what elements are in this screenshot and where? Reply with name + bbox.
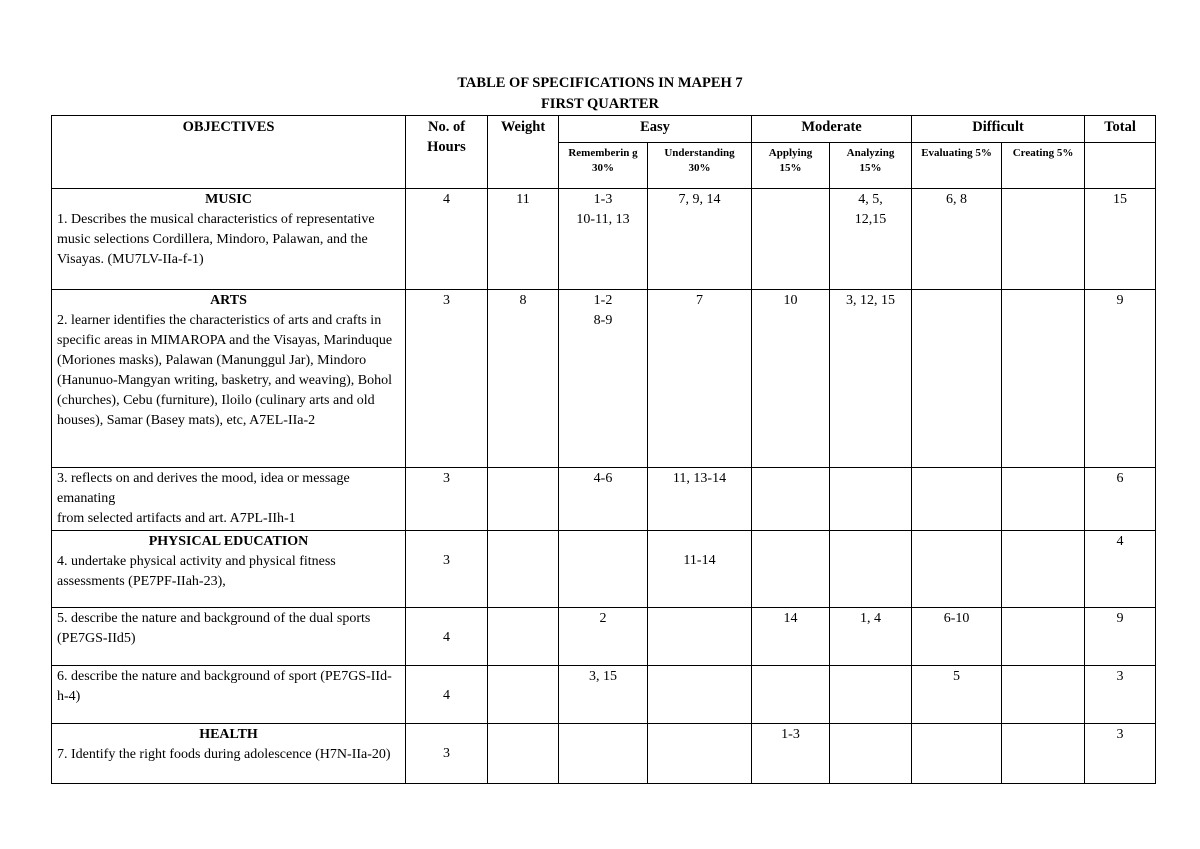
creating-cell (1002, 531, 1085, 608)
evaluating-cell (912, 724, 1002, 784)
objective-text: 1. Describes the musical characteristics of representative music selections Cordillera, Mindoro, Palawan, and the Visayas. (MU7LV-IIa-f-1) (57, 212, 375, 267)
objective-cell (52, 290, 406, 468)
remembering-line: 8-9 (593, 313, 613, 328)
total-cell: 15 (1085, 189, 1156, 290)
remembering-line: 1-2 (593, 293, 613, 308)
header-objectives: OBJECTIVES (52, 116, 406, 189)
table-row (52, 189, 1156, 290)
evaluating-cell: 6-10 (912, 608, 1002, 666)
weight-cell (488, 468, 559, 531)
hours-cell: 3 (406, 468, 488, 531)
objective-cell: 6. describe the nature and background of sport (PE7GS-IId-h-4) (52, 666, 406, 724)
header-difficult: Difficult (912, 116, 1085, 143)
applying-cell (752, 468, 830, 531)
evaluating-cell: 6, 8 (912, 189, 1002, 290)
remembering-cell: 4-6 (559, 468, 648, 531)
weight-cell: 8 (488, 290, 559, 468)
objective-text: 4. undertake physical activity and physical fitness assessments (PE7PF-IIah-23), (57, 554, 336, 589)
evaluating-cell (912, 290, 1002, 468)
understanding-cell: 7, 9, 14 (648, 189, 752, 290)
hours-cell: 4 (406, 666, 488, 724)
total-cell: 6 (1085, 468, 1156, 531)
applying-cell: 1-3 (752, 724, 830, 784)
header-hours: No. of Hours (406, 116, 488, 189)
header-total: Total (1085, 116, 1156, 143)
table-row (52, 531, 1156, 608)
objective-cell: 5. describe the nature and background of the dual sports (PE7GS-IId5) (52, 608, 406, 666)
creating-cell (1002, 666, 1085, 724)
hours-cell: 3 (406, 724, 488, 784)
understanding-cell (648, 666, 752, 724)
weight-cell: 11 (488, 189, 559, 290)
header-easy: Easy (559, 116, 752, 143)
section-heading: PHYSICAL EDUCATION (148, 534, 309, 549)
analyzing-cell: 3, 12, 15 (830, 290, 912, 468)
applying-cell: 14 (752, 608, 830, 666)
analyzing-cell: 1, 4 (830, 608, 912, 666)
understanding-cell: 11-14 (648, 531, 752, 608)
total-cell: 3 (1085, 666, 1156, 724)
remembering-line: 1-3 (593, 192, 613, 207)
document-subtitle: FIRST QUARTER (540, 96, 660, 112)
hours-cell: 4 (406, 608, 488, 666)
analyzing-cell (830, 531, 912, 608)
header-weight: Weight (488, 116, 559, 189)
hours-cell: 4 (406, 189, 488, 290)
understanding-cell: 11, 13-14 (648, 468, 752, 531)
weight-cell (488, 608, 559, 666)
creating-cell (1002, 468, 1085, 531)
analyzing-cell (830, 468, 912, 531)
section-heading: MUSIC (205, 192, 252, 207)
total-cell: 9 (1085, 290, 1156, 468)
analyzing-cell (830, 724, 912, 784)
evaluating-cell (912, 468, 1002, 531)
remembering-cell (559, 290, 648, 468)
table-row (52, 666, 1156, 724)
total-cell: 3 (1085, 724, 1156, 784)
specifications-table (51, 115, 1156, 784)
objective-cell (52, 189, 406, 290)
applying-cell: 10 (752, 290, 830, 468)
header-creating: Creating 5% (1002, 143, 1085, 189)
section-heading: HEALTH (199, 727, 258, 742)
header-applying: Applying 15% (752, 143, 830, 189)
analyzing-line: 12,15 (854, 212, 887, 227)
remembering-cell: 2 (559, 608, 648, 666)
understanding-cell (648, 724, 752, 784)
section-heading: ARTS (210, 293, 247, 308)
header-total-blank (1085, 143, 1156, 189)
total-cell: 4 (1085, 531, 1156, 608)
remembering-line: 10-11, 13 (576, 212, 630, 227)
understanding-cell: 7 (648, 290, 752, 468)
analyzing-cell (830, 189, 912, 290)
hours-cell: 3 (406, 531, 488, 608)
table-row (52, 468, 1156, 531)
objective-cell (52, 468, 406, 531)
document-title: TABLE OF SPECIFICATIONS IN MAPEH 7 (457, 75, 743, 91)
remembering-cell: 3, 15 (559, 666, 648, 724)
objective-cell (52, 724, 406, 784)
weight-cell (488, 531, 559, 608)
analyzing-cell (830, 666, 912, 724)
objective-cell (52, 531, 406, 608)
header-understanding: Understanding 30% (648, 143, 752, 189)
table-row (52, 608, 1156, 666)
analyzing-line: 4, 5, (858, 192, 883, 207)
objective-text: 3. reflects on and derives the mood, idea or message emanating (57, 471, 350, 506)
header-remembering: Rememberin g 30% (559, 143, 648, 189)
understanding-cell (648, 608, 752, 666)
header-row (52, 116, 1156, 143)
table-row (52, 290, 1156, 468)
hours-cell: 3 (406, 290, 488, 468)
remembering-cell (559, 724, 648, 784)
header-analyzing: Analyzing 15% (830, 143, 912, 189)
evaluating-cell (912, 531, 1002, 608)
creating-cell (1002, 290, 1085, 468)
applying-cell (752, 666, 830, 724)
header-moderate: Moderate (752, 116, 912, 143)
applying-cell (752, 189, 830, 290)
objective-text: from selected artifacts and art. A7PL-IIh-1 (57, 511, 296, 526)
remembering-cell (559, 531, 648, 608)
weight-cell (488, 666, 559, 724)
weight-cell (488, 724, 559, 784)
creating-cell (1002, 608, 1085, 666)
objective-text: 2. learner identifies the characteristics of arts and crafts in specific areas in MIMAROPA and the Visayas, Marinduque (Moriones masks), Palawan (Manunggul Jar), Mindoro (Hanunuo-Mangyan writing, basketry, and weaving), Bohol (churches), Cebu (furniture), Iloilo (culinary arts and old houses), Samar (Basey mats), etc, A7EL-IIa-2 (57, 313, 393, 428)
applying-cell (752, 531, 830, 608)
creating-cell (1002, 724, 1085, 784)
header-evaluating: Evaluating 5% (912, 143, 1002, 189)
creating-cell (1002, 189, 1085, 290)
table-row (52, 724, 1156, 784)
objective-text: 7. Identify the right foods during adolescence (H7N-IIa-20) (57, 747, 391, 762)
remembering-cell (559, 189, 648, 290)
total-cell: 9 (1085, 608, 1156, 666)
evaluating-cell: 5 (912, 666, 1002, 724)
